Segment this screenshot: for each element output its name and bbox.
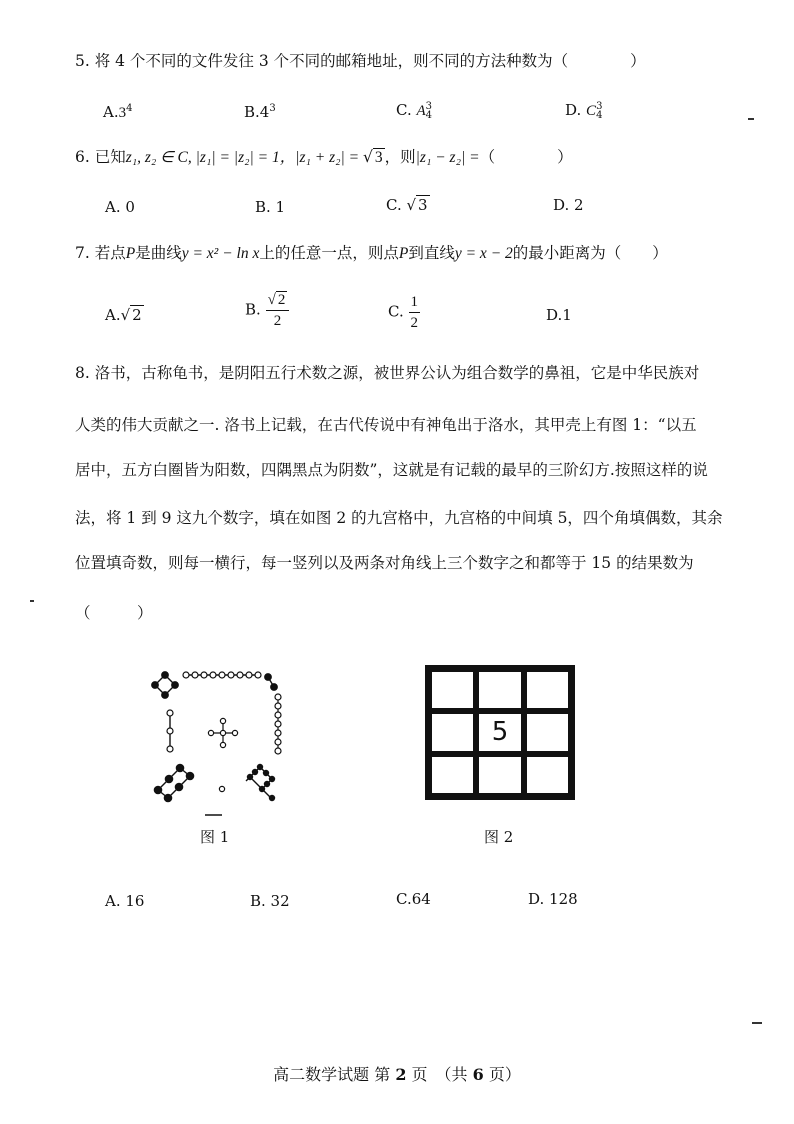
q6-suffix: （ ） xyxy=(479,148,573,166)
grid-cell xyxy=(524,669,571,711)
q7-p1: P xyxy=(125,245,136,262)
footer-text-b: 页 （共 xyxy=(406,1065,473,1084)
q5-b-exp: 3 xyxy=(269,103,276,114)
q7-b-label: B. xyxy=(245,300,261,319)
q8-option-b: B. 32 xyxy=(250,892,290,910)
grid-cell xyxy=(524,711,571,753)
q5-d-sup: 3 xyxy=(596,101,603,112)
q7-a-root: 2 xyxy=(132,306,142,324)
q7-c-label: C. xyxy=(388,302,404,321)
q8-line-5: 位置填奇数，则每一横行，每一竖列以及两条对角线上三个数字之和都等于 15 的结果数为 xyxy=(75,554,694,572)
q6-prefix: 6. 已知 xyxy=(75,148,126,166)
footer-total-pages: 6 xyxy=(472,1065,484,1084)
q5-option-d xyxy=(565,101,602,120)
q6-option-a: A. 0 xyxy=(105,198,135,216)
grid-center-cell: 5 xyxy=(476,711,523,753)
q7-b: 是曲线 xyxy=(135,244,182,262)
q7-e: 的最小距离为（ ） xyxy=(512,244,668,262)
q5-option-b xyxy=(244,103,276,121)
q5-c-sub: 4 xyxy=(425,110,433,121)
luoshu-figure xyxy=(150,665,290,820)
scan-speck xyxy=(748,118,754,120)
nine-square-grid xyxy=(425,665,575,800)
q7-stem xyxy=(75,242,668,265)
q5-c-symbol: A xyxy=(416,103,426,119)
q6-stem: 6. 已知z₁, z₂ ∈ C, |z₁| = |z₂| = 1，|z₁ + z₂| = √ 3 ，则|z₁ − z₂| =（ ） xyxy=(75,148,573,166)
figure-2-caption: 图 2 xyxy=(484,828,514,846)
q8-line-3: 居中，五方白圈皆为阳数，四隅黑点为阴数”，这就是有记载的最早的三阶幻方.按照这样的说 xyxy=(75,461,708,479)
q7-a-label: A. xyxy=(105,306,121,324)
q7-b-num: 2 xyxy=(277,292,286,308)
figure-1-caption: 图 1 xyxy=(200,828,230,846)
q7-option-d: D.1 xyxy=(546,306,572,324)
q8-option-d: D. 128 xyxy=(528,890,578,908)
q8-line-6: （ ） xyxy=(75,604,153,622)
q5-c-sup: 3 xyxy=(425,101,433,112)
scan-speck xyxy=(30,600,34,602)
q5-a-base: 3 xyxy=(118,105,127,121)
q6-math1: z₁, z₂ ∈ C, |z₁| = |z₂| = 1，|z₁ + z₂| = xyxy=(125,149,363,166)
grid-cell xyxy=(476,669,523,711)
q7-c-fraction xyxy=(409,292,421,333)
q7-d: 到直线 xyxy=(408,244,455,262)
q5-b-label: B. xyxy=(244,103,260,121)
q7-option-a: A.√ 2 xyxy=(105,306,142,324)
q5-c-label: C. xyxy=(396,101,412,119)
q8-option-a: A. 16 xyxy=(105,892,145,910)
q5-option-c xyxy=(396,101,432,120)
q8-line-4: 法，将 1 到 9 这九个数字，填在如图 2 的九宫格中，九宫格的中间填 5，四个角填偶数，其余 xyxy=(75,509,723,527)
q5-option-a xyxy=(103,103,132,122)
q5-d-sub: 4 xyxy=(596,110,603,121)
q6-option-c: C. √ 3 xyxy=(386,196,428,214)
q7-option-c xyxy=(388,292,420,333)
q7-line: y = x − 2 xyxy=(454,245,513,262)
scan-speck xyxy=(752,1022,762,1024)
footer-text-c: 页） xyxy=(483,1065,521,1084)
grid-cell xyxy=(429,711,476,753)
q8-line-1: 8. 洛书，古称龟书，是阴阳五行术数之源，被世界公认为组合数学的鼻祖，它是中华民族对 xyxy=(75,364,700,382)
q7-c: 上的任意一点，则点 xyxy=(259,244,399,262)
q5-d-symbol: C xyxy=(586,103,597,119)
page-footer xyxy=(0,1062,794,1085)
q6-c-label: C. xyxy=(386,196,402,214)
grid-cell xyxy=(429,669,476,711)
q7-b-den: 2 xyxy=(273,313,282,329)
q6-option-b: B. 1 xyxy=(255,198,286,216)
q7-c-num: 1 xyxy=(409,292,421,313)
q5-a-exp: 4 xyxy=(126,103,133,114)
grid-cell xyxy=(524,754,571,796)
q8-line-2: 人类的伟大贡献之一. 洛书上记载，在古代传说中有神龟出于洛水，其甲壳上有图 1：“以五 xyxy=(75,416,697,434)
q6-math2: |z₁ − z₂| = xyxy=(415,149,480,166)
q5-stem: 5. 将 4 个不同的文件发往 3 个不同的邮箱地址，则不同的方法种数为（ ） xyxy=(75,52,646,70)
grid-cell xyxy=(429,754,476,796)
q6-c-root: 3 xyxy=(418,196,428,214)
q7-p2: P xyxy=(398,245,409,262)
q5-d-label: D. xyxy=(565,101,582,119)
q5-a-label: A. xyxy=(103,103,119,121)
grid-cell xyxy=(476,754,523,796)
q7-b-fraction: $\frac{√ 2}{2}$ xyxy=(266,290,290,331)
q6-option-d: D. 2 xyxy=(553,196,584,214)
q6-root: 3 xyxy=(374,149,383,166)
footer-page-number: 2 xyxy=(395,1065,407,1084)
footer-text-a: 高二数学试题 第 xyxy=(273,1065,396,1084)
q5-b-base: 4 xyxy=(259,103,270,121)
q7-c-den: 2 xyxy=(410,315,418,331)
q7-curve: y = x² − ln x xyxy=(181,245,260,262)
q6-mid: ，则 xyxy=(384,148,416,166)
q8-option-c: C.64 xyxy=(396,890,431,908)
q7-a: 7. 若点 xyxy=(75,244,126,262)
q7-option-b xyxy=(245,290,289,331)
